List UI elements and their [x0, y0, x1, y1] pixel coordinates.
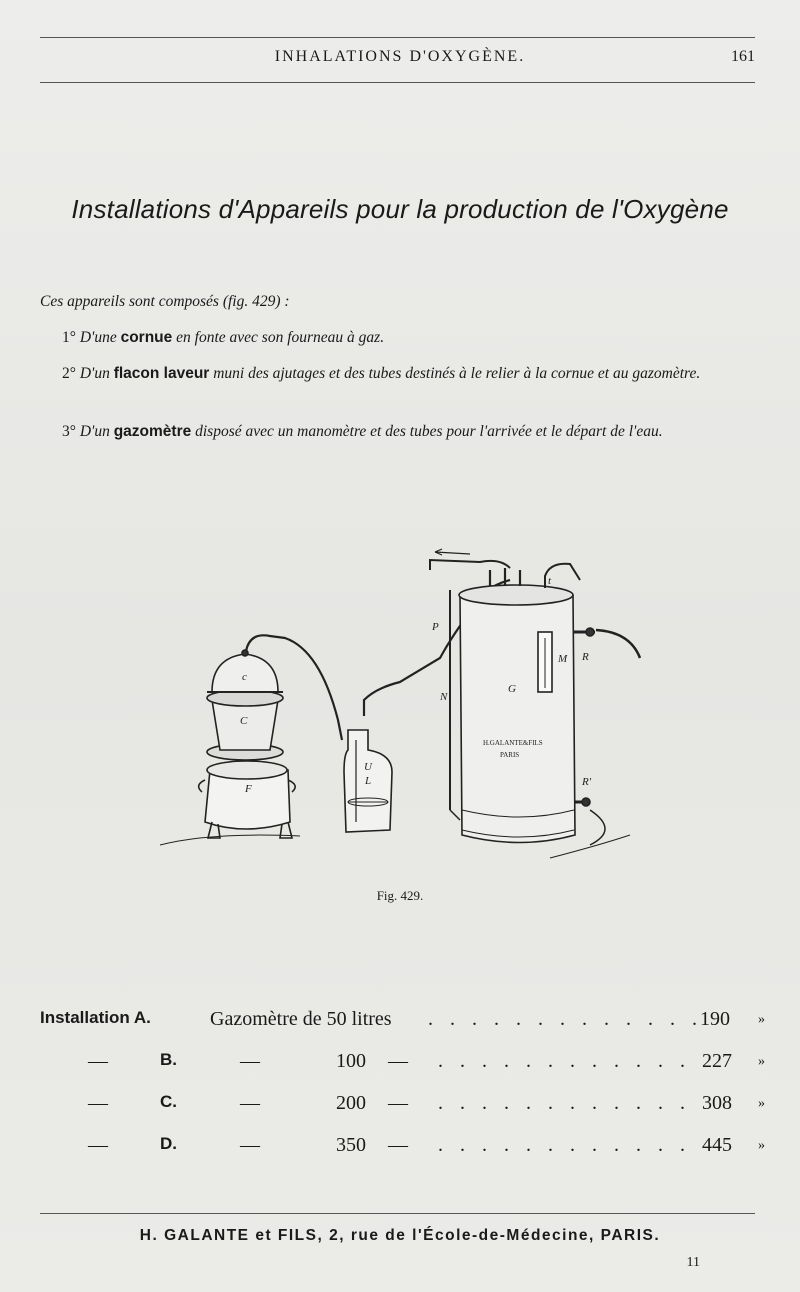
capacity: 200 — [336, 1092, 366, 1114]
maker-name: H.GALANTE&FILS — [483, 739, 543, 747]
ditto-mark: » — [758, 1096, 765, 1111]
page-title: Installations d'Appareils pour la production de l'Oxygène — [71, 194, 729, 224]
signature-mark: 11 — [686, 1255, 700, 1270]
intro-text: Ces appareils sont composés (fig. 429) : — [40, 293, 290, 310]
ditto-dash: — — [388, 1050, 408, 1072]
item-bold: cornue — [120, 329, 173, 346]
oxygen-apparatus-illustration — [150, 540, 650, 870]
page-number: 161 — [731, 48, 755, 65]
item-2 — [40, 362, 762, 385]
label-r2: R' — [582, 776, 592, 788]
leader-dots: . . . . . . . . . . . . — [438, 1134, 691, 1156]
capacity: 100 — [336, 1050, 366, 1072]
price-row-d — [40, 1134, 780, 1162]
price: 227 — [702, 1050, 732, 1072]
leader-dots: . . . . . . . . . . . . . — [428, 1008, 703, 1030]
label-l: L — [365, 775, 372, 787]
label-t: t — [548, 575, 552, 587]
ditto-mark: » — [758, 1138, 765, 1153]
ditto-dash: — — [88, 1092, 108, 1114]
publisher-footer: H. GALANTE et FILS, 2, rue de l'École-de-Médecine, PARIS. — [139, 1227, 661, 1244]
installation-letter: B. — [160, 1050, 177, 1069]
price-row-c — [40, 1092, 780, 1120]
label-f: F — [245, 783, 252, 795]
leader-dots: . . . . . . . . . . . . — [438, 1050, 691, 1072]
installation-label: Installation A. — [40, 1008, 151, 1027]
price: 308 — [702, 1092, 732, 1114]
label-m: M — [558, 653, 568, 665]
maker-city: PARIS — [500, 751, 520, 759]
item-text: en fonte avec son fourneau à gaz. — [176, 329, 385, 346]
label-c: C — [240, 715, 248, 727]
item-pre: D'un — [79, 423, 110, 440]
ditto-dash: — — [240, 1134, 260, 1156]
ditto-dash: — — [240, 1050, 260, 1072]
item-1 — [40, 326, 762, 349]
label-n: N — [440, 691, 448, 703]
price-row-b — [40, 1050, 780, 1078]
installation-desc: Gazomètre de 50 litres — [210, 1008, 392, 1030]
item-bold: flacon laveur — [113, 365, 210, 382]
item-number: 1° — [62, 329, 76, 346]
ditto-mark: » — [758, 1012, 765, 1027]
ditto-mark: » — [758, 1054, 765, 1069]
leader-dots: . . . . . . . . . . . . — [438, 1092, 691, 1114]
item-pre: D'une — [79, 329, 117, 346]
label-r: R — [582, 651, 589, 663]
item-number: 2° — [62, 365, 76, 382]
price-row-a — [40, 1008, 780, 1036]
ditto-dash: — — [240, 1092, 260, 1114]
ditto-dash: — — [388, 1092, 408, 1114]
installation-letter: D. — [160, 1134, 177, 1153]
capacity: 350 — [336, 1134, 366, 1156]
item-3 — [40, 420, 762, 443]
ditto-dash: — — [88, 1134, 108, 1156]
item-number: 3° — [62, 423, 76, 440]
item-text: disposé avec un manomètre et des tubes pour l'arrivée et le départ de l'eau. — [195, 423, 663, 440]
installation-letter: C. — [160, 1092, 177, 1111]
price: 445 — [702, 1134, 732, 1156]
item-text: muni des ajutages et des tubes destinés à le relier à la cornue et au gazomètre. — [213, 365, 701, 382]
top-rule — [40, 37, 755, 38]
footer-rule — [40, 1213, 755, 1214]
running-head: INHALATIONS D'OXYGÈNE. — [274, 48, 526, 65]
ditto-dash: — — [88, 1050, 108, 1072]
item-bold: gazomètre — [113, 423, 192, 440]
figure-caption: Fig. 429. — [376, 888, 424, 903]
label-c-top: c — [242, 671, 247, 683]
price: 190 — [700, 1008, 730, 1030]
ditto-dash: — — [388, 1134, 408, 1156]
label-p: P — [432, 621, 439, 633]
header-rule — [40, 82, 755, 83]
label-g: G — [508, 683, 516, 695]
item-pre: D'un — [79, 365, 110, 382]
label-u: U — [364, 761, 372, 773]
